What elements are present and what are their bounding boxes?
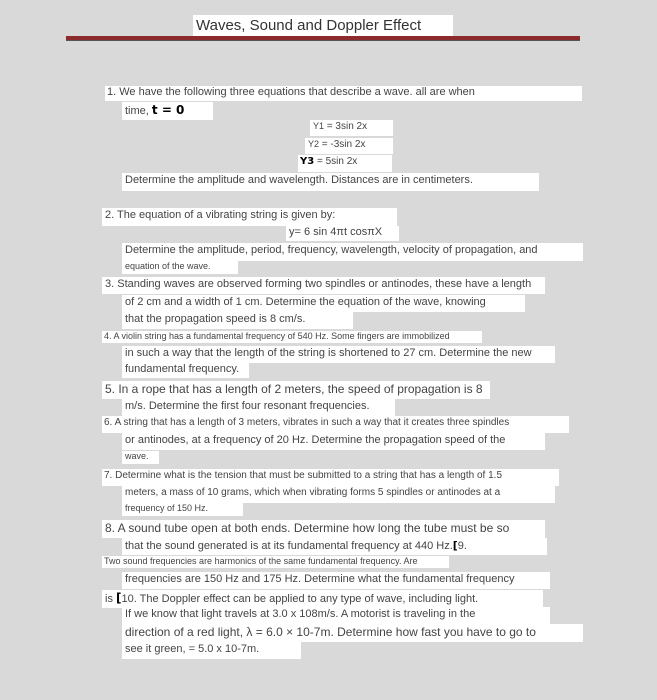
problem-1-line-2 bbox=[122, 102, 213, 120]
page-title: Waves, Sound and Doppler Effect bbox=[193, 15, 453, 37]
problem-1-line-1: 1. We have the following three equations that describe a wave. all are when bbox=[105, 86, 582, 101]
problem-10-line-3: direction of a red light, λ = 6.0 × 10-7m. Determine how fast you have to go to bbox=[122, 624, 583, 642]
problem-6-line-3: wave. bbox=[122, 451, 159, 464]
problem-5-line-2: m/s. Determine the first four resonant frequencies. bbox=[122, 399, 395, 416]
problem-9-number: 9. bbox=[457, 540, 467, 552]
problem-9-line-2: frequencies are 150 Hz and 175 Hz. Determine what the fundamental frequency bbox=[122, 572, 550, 589]
handwritten-t-equals-zero: t = 0 bbox=[151, 103, 185, 117]
problem-10-line-4: see it green, = 5.0 x 10-7m. bbox=[122, 642, 301, 659]
equation-y2-text: = -3sin 2x bbox=[321, 139, 366, 150]
problem-8-line-2 bbox=[122, 538, 547, 555]
problem-5-line-1: 5. In a rope that has a length of 2 meters, the speed of propagation is 8 bbox=[102, 381, 490, 399]
problem-4-line-3: fundamental frequency. bbox=[122, 363, 249, 378]
problem-6-line-1: 6. A string that has a length of 3 meters, vibrates in such a way that it creates three spindles bbox=[102, 416, 569, 433]
equation-y3-text: = 5sin 2x bbox=[316, 156, 358, 167]
problem-4-line-2: in such a way that the length of the string is shortened to 27 cm. Determine the new bbox=[122, 346, 555, 363]
problem-10-line-2: If we know that light travels at 3.0 x 108m/s. A motorist is traveling in the bbox=[122, 607, 550, 624]
handwritten-y3: Y3 bbox=[300, 156, 315, 167]
problem-2-equation: y= 6 sin 4πt cosπX bbox=[286, 226, 399, 241]
problem-3-line-1: 3. Standing waves are observed forming two spindles or antinodes, these have a length bbox=[102, 277, 545, 294]
problem-4-line-1: 4. A violin string has a fundamental frequency of 540 Hz. Some fingers are immobilized bbox=[102, 331, 482, 343]
problem-7-line-3: frequency of 150 Hz. bbox=[122, 503, 243, 516]
equation-y1 bbox=[310, 120, 393, 136]
problem-10-line-1 bbox=[102, 590, 543, 608]
handwritten-y1: Y1 bbox=[313, 121, 325, 131]
problem-2-line-1: 2. The equation of a vibrating string is given by: bbox=[102, 208, 397, 226]
equation-y3 bbox=[298, 155, 392, 172]
problem-6-line-2: or antinodes, at a frequency of 20 Hz. Determine the propagation speed of the bbox=[122, 433, 545, 450]
problem-10-line-1-text: 10. The Doppler effect can be applied to any type of wave, including light. bbox=[121, 593, 479, 605]
problem-9-line-1: Two sound frequencies are harmonics of the same fundamental frequency. Are bbox=[102, 556, 449, 568]
time-label: time, bbox=[125, 105, 149, 117]
handwritten-y2: Y2 bbox=[308, 139, 320, 149]
problem-8-line-2-text: that the sound generated is at its fundamental frequency at 440 Hz. bbox=[125, 540, 453, 552]
problem-2-line-2: Determine the amplitude, period, frequency, wavelength, velocity of propagation, and bbox=[122, 243, 583, 261]
handwritten-bracket-10: [ bbox=[116, 591, 122, 605]
equation-y1-text: = 3sin 2x bbox=[326, 121, 368, 132]
problem-1-line-3: Determine the amplitude and wavelength. Distances are in centimeters. bbox=[122, 173, 539, 191]
problem-8-line-1: 8. A sound tube open at both ends. Determine how long the tube must be so bbox=[102, 520, 545, 538]
problem-7-line-2: meters, a mass of 10 grams, which when vibrating forms 5 spindles or antinodes at a bbox=[122, 486, 555, 503]
equation-y2 bbox=[305, 138, 393, 154]
problem-7-line-1: 7. Determine what is the tension that must be submitted to a string that has a length of 1.5 bbox=[102, 469, 559, 486]
title-underline-thin bbox=[66, 40, 580, 41]
problem-3-line-3: that the propagation speed is 8 cm/s. bbox=[122, 312, 353, 329]
problem-9-line-3: is bbox=[105, 593, 113, 605]
problem-3-line-2: of 2 cm and a width of 1 cm. Determine the equation of the wave, knowing bbox=[122, 295, 525, 312]
handwritten-bracket-9: [ bbox=[452, 539, 458, 552]
problem-2-line-3: equation of the wave. bbox=[122, 261, 238, 274]
